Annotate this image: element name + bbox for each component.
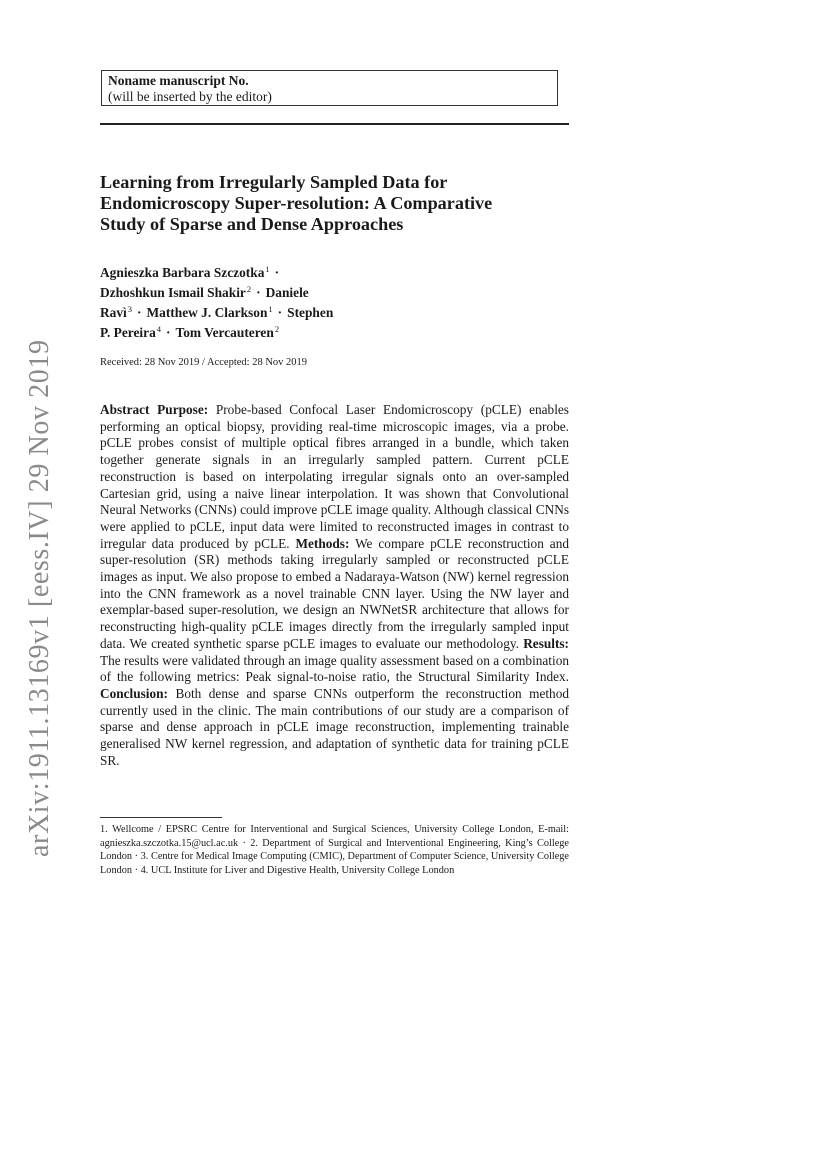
author-separator: · bbox=[137, 305, 142, 320]
title-line: Endomicroscopy Super-resolution: A Comparative bbox=[100, 193, 493, 213]
author-name: Dzhoshkun Ismail Shakir bbox=[100, 285, 246, 300]
editor-note: (will be inserted by the editor) bbox=[108, 89, 272, 104]
title-line: Study of Sparse and Dense Approaches bbox=[100, 214, 404, 234]
author-list bbox=[100, 261, 570, 341]
author-line bbox=[100, 261, 570, 281]
footnote-rule bbox=[100, 817, 222, 818]
received-date: Received: 28 Nov 2019 / Accepted: 28 Nov 2019 bbox=[100, 357, 308, 368]
author-name: Daniele bbox=[265, 285, 309, 300]
author-name: Tom Vercauteren bbox=[175, 325, 274, 340]
author-line bbox=[100, 301, 570, 321]
author-separator: · bbox=[277, 305, 283, 320]
author-name: Ravì bbox=[100, 305, 127, 320]
affiliation-mark: 2 bbox=[274, 324, 280, 334]
author-name: Agnieszka Barbara Szczotka bbox=[100, 265, 265, 280]
paper-title bbox=[100, 172, 570, 235]
abstract-purpose-text: Probe-based Confocal Laser Endomicroscopy (pCLE) enables performing an optical biopsy, providing real-time microscopic images, via a probe. pCLE probes consist of multiple optical fibres arranged in a bundle, which taken together generate signals in an irregularly sampled pattern. Current pCLE reconstruction is based on interpolating irregular signals onto an over-sampled Cartesian grid, using a naive linear interpolation. It was shown that Convolutional Neural Networks (CNNs) could improve pCLE image quality. Although classical CNNs were applied to pCLE, input data were limited to reconstructed images in contrast to irregular data produced by pCLE. bbox=[100, 402, 569, 551]
title-line: Learning from Irregularly Sampled Data for bbox=[100, 172, 448, 192]
author-separator: · bbox=[274, 265, 280, 280]
abstract-methods-text: We compare pCLE reconstruction and super-resolution (SR) methods taking irregularly sampled or reconstructed pCLE images as input. We also propose to embed a Nadaraya-Watson (NW) kernel regression into the CNN framework as a novel trainable CNN layer. Using the NW layer and exemplar-based super-resolution, we design an NWNetSR architecture that allows for reconstructing high-quality pCLE images directly from the irregularly sampled input data. We created synthetic sparse pCLE images to evaluate our methodology. bbox=[100, 535, 569, 651]
author-name: Stephen bbox=[287, 305, 334, 320]
abstract-conclusion-label: Conclusion: bbox=[100, 685, 168, 701]
abstract-results-label: Results: bbox=[523, 635, 569, 651]
abstract-methods-label: Methods: bbox=[295, 535, 350, 551]
author-separator: · bbox=[166, 325, 171, 340]
editor-box bbox=[101, 70, 558, 106]
affiliation-mark: 1 bbox=[268, 304, 273, 314]
author-name: Matthew J. Clarkson bbox=[146, 305, 268, 320]
author-name: P. Pereira bbox=[100, 325, 156, 340]
affiliation-mark: 1 bbox=[265, 264, 270, 274]
abstract-results-text: The results were validated through an image quality assessment based on a combination of the following metrics: Peak signal-to-noise ratio, the Structural Similarity Index. bbox=[100, 652, 569, 685]
abstract-purpose-label: Abstract Purpose: bbox=[100, 402, 209, 417]
affiliations-footnote: 1. Wellcome / EPSRC Centre for Interventional and Surgical Sciences, University College London, E-mail: agnieszka.szczotka.15@ucl.ac.uk · 2. Department of Surgical and Interventional Engineering, King’s College London · 3. Centre for Medical Image Computing (CMIC), Department of Computer Science, University College London · 4. UCL Institute for Liver and Digestive Health, University College London bbox=[100, 824, 569, 876]
author-line bbox=[100, 281, 570, 301]
author-line bbox=[100, 321, 570, 341]
affiliation-mark: 4 bbox=[156, 324, 162, 334]
author-separator: · bbox=[256, 285, 261, 300]
affiliation-mark: 2 bbox=[246, 284, 252, 294]
header-rule bbox=[100, 123, 569, 125]
affiliation-mark: 3 bbox=[127, 304, 133, 314]
abstract-conclusion-text: Both dense and sparse CNNs outperform the reconstruction method currently used in the clinic. The main contributions of our study are a comparison of sparse and dense approach in pCLE image reconstruction, implementing trainable generalised NW kernel regression, and adaptation of synthetic data for training pCLE SR. bbox=[100, 685, 569, 768]
manuscript-number: Noname manuscript No. bbox=[108, 73, 249, 88]
arxiv-stamp: arXiv:1911.13169v1 [eess.IV] 29 Nov 2019 bbox=[24, 339, 55, 857]
abstract bbox=[100, 402, 569, 769]
